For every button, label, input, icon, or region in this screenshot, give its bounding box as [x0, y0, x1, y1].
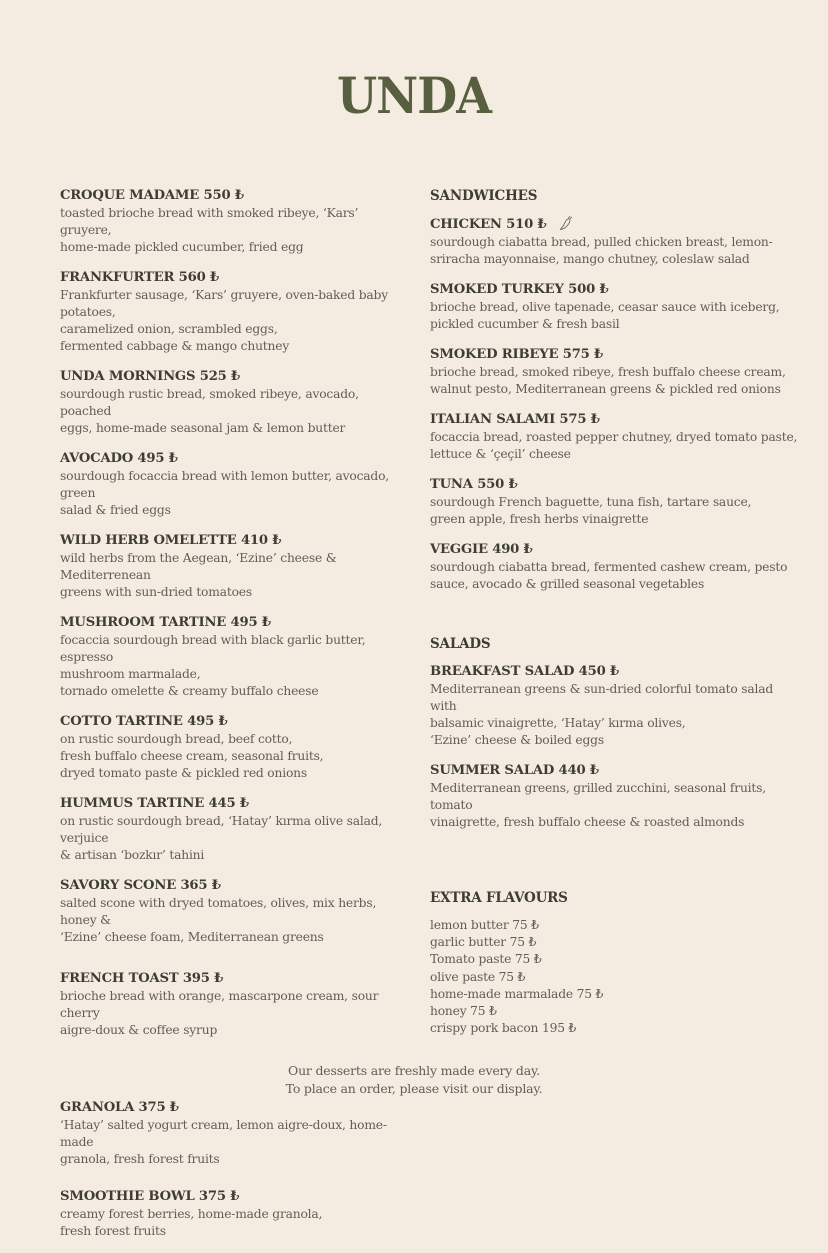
- extra-item: lemon butter 75 ₺: [430, 918, 539, 932]
- menu-item-desc: ‘Hatay’ salted yogurt cream, lemon aigre-doux, home-made granola, fresh forest fruits: [60, 1118, 387, 1166]
- menu-item-desc: sourdough French baguette, tuna fish, tartare sauce, green apple, fresh herbs vinaigrette: [430, 495, 752, 526]
- menu-item-desc: brioche bread, smoked ribeye, fresh buffalo cheese cream, walnut pesto, Mediterranean greens & pickled red onions: [430, 365, 786, 396]
- menu-item-title: BREAKFAST SALAD 450 ₺: [430, 664, 619, 679]
- menu-item: [60, 450, 410, 519]
- menu-item-desc: Frankfurter sausage, ‘Kars’ gruyere, oven-baked baby potatoes, caramelized onion, scrambled eggs, fermented cabbage & mango chutney: [60, 288, 388, 353]
- menu-item-title: VEGGIE 490 ₺: [430, 542, 533, 557]
- menu-item-desc: sourdough focaccia bread with lemon butter, avocado, green salad & fried eggs: [60, 469, 389, 517]
- menu-item-desc: brioche bread, olive tapenade, ceasar sauce with iceberg, pickled cucumber & fresh basil: [430, 300, 780, 331]
- menu-item-desc: wild herbs from the Aegean, ‘Ezine’ cheese & Mediterrenean greens with sun-dried tomatoes: [60, 551, 337, 599]
- menu-item-title: [430, 215, 798, 234]
- menu-item-title: SMOKED TURKEY 500 ₺: [430, 282, 609, 297]
- menu-item-desc: focaccia sourdough bread with black garlic butter, espresso mushroom marmalade, tornado omelette & creamy buffalo cheese: [60, 633, 366, 698]
- menu-item: [60, 269, 410, 355]
- menu-item: [60, 368, 410, 437]
- menu-item-title: FRENCH TOAST 395 ₺: [60, 971, 224, 986]
- menu-item: [60, 614, 410, 700]
- menu-item-title: SMOKED RIBEYE 575 ₺: [430, 347, 604, 362]
- menu-item-title: SUMMER SALAD 440 ₺: [430, 763, 599, 778]
- menu-item-title: ITALIAN SALAMI 575 ₺: [430, 412, 600, 427]
- menu-item-title: GRANOLA 375 ₺: [60, 1100, 179, 1115]
- extra-item: Tomato paste 75 ₺: [430, 952, 542, 967]
- menu-item-title: WILD HERB OMELETTE 410 ₺: [60, 533, 282, 548]
- menu-item-desc: Mediterranean greens, grilled zucchini, seasonal fruits, tomato vinaigrette, fresh buffalo cheese & roasted almonds: [430, 781, 766, 829]
- menu-item: [430, 476, 798, 528]
- extra-item: crispy pork bacon 195 ₺: [430, 1021, 577, 1036]
- menu-item-desc: on rustic sourdough bread, beef cotto, fresh buffalo cheese cream, seasonal fruits, dryed tomato paste & pickled red onions: [60, 732, 324, 780]
- menu-item-title: MUSHROOM TARTINE 495 ₺: [60, 615, 271, 630]
- menu-item-desc: brioche bread with orange, mascarpone cream, sour cherry aigre-doux & coffee syrup: [60, 989, 379, 1037]
- menu-item: [430, 762, 798, 831]
- extra-item: honey 75 ₺: [430, 1004, 497, 1019]
- menu-item-title: SMOOTHIE BOWL 375 ₺: [60, 1189, 240, 1204]
- menu-item-title: UNDA MORNINGS 525 ₺: [60, 369, 241, 384]
- extras-list: [430, 917, 798, 1037]
- menu-item-title: HUMMUS TARTINE 445 ₺: [60, 796, 249, 811]
- menu-item-title: CROQUE MADAME 550 ₺: [60, 188, 244, 203]
- right-column: [430, 187, 798, 1037]
- menu-item: [430, 215, 798, 268]
- section-title-salads: SALADS: [430, 636, 491, 652]
- extra-item: home-made marmalade 75 ₺: [430, 986, 604, 1001]
- menu-item-title: FRANKFURTER 560 ₺: [60, 270, 219, 285]
- footer-note: [0, 1062, 828, 1098]
- menu-item-desc: focaccia bread, roasted pepper chutney, dryed tomato paste, lettuce & ‘çeçil’ cheese: [430, 430, 798, 461]
- menu-item: [60, 795, 410, 864]
- section-title-extras: EXTRA FLAVOURS: [430, 890, 568, 906]
- menu-item-desc: sourdough ciabatta bread, fermented cashew cream, pesto sauce, avocado & grilled seasonal vegetables: [430, 560, 788, 591]
- footer-line: Our desserts are freshly made every day.: [288, 1063, 540, 1078]
- menu-item-desc: toasted brioche bread with smoked ribeye, ‘Kars’ gruyere, home-made pickled cucumber, fried egg: [60, 206, 359, 254]
- menu-item-desc: sourdough rustic bread, smoked ribeye, avocado, poached eggs, home-made seasonal jam & lemon butter: [60, 387, 359, 435]
- menu-item: [430, 346, 798, 398]
- footer-line: To place an order, please visit our display.: [285, 1081, 543, 1096]
- menu-item: [430, 541, 798, 593]
- menu-item-title: AVOCADO 495 ₺: [60, 451, 178, 466]
- menu-item-title: COTTO TARTINE 495 ₺: [60, 714, 228, 729]
- menu-item: [60, 532, 410, 601]
- menu-item-title: TUNA 550 ₺: [430, 477, 518, 492]
- menu-item-desc: creamy forest berries, home-made granola, fresh forest fruits: [60, 1207, 323, 1238]
- menu-item-title-text: CHICKEN 510 ₺: [430, 217, 547, 232]
- menu-item: [60, 877, 410, 946]
- extra-item: garlic butter 75 ₺: [430, 935, 537, 950]
- menu-item-desc: sourdough ciabatta bread, pulled chicken breast, lemon- sriracha mayonnaise, mango chutney, coleslaw salad: [430, 235, 773, 266]
- section-title-sandwiches: SANDWICHES: [430, 188, 538, 204]
- chili-pepper-icon: [559, 215, 573, 231]
- menu-item: [430, 411, 798, 463]
- menu-item: [430, 663, 798, 749]
- menu-item: [430, 281, 798, 333]
- menu-item-desc: on rustic sourdough bread, ‘Hatay’ kırma olive salad, verjuice & artisan ‘bozkır’ tahini: [60, 814, 383, 862]
- extra-item: olive paste 75 ₺: [430, 969, 526, 984]
- menu-item-desc: salted scone with dryed tomatoes, olives, mix herbs, honey & ‘Ezine’ cheese foam, Mediterranean greens: [60, 896, 377, 944]
- menu-item: [60, 1099, 410, 1168]
- menu-item: [60, 1188, 410, 1240]
- menu-item-title: SAVORY SCONE 365 ₺: [60, 878, 221, 893]
- menu-item: [60, 187, 410, 256]
- menu-item: [60, 713, 410, 782]
- menu-item: [60, 970, 410, 1039]
- menu-item-desc: Mediterranean greens & sun-dried colorful tomato salad with balsamic vinaigrette, ‘Hatay’ kırma olives, ‘Ezine’ cheese & boiled eggs: [430, 682, 774, 747]
- brand-logo: UNDA: [336, 66, 492, 125]
